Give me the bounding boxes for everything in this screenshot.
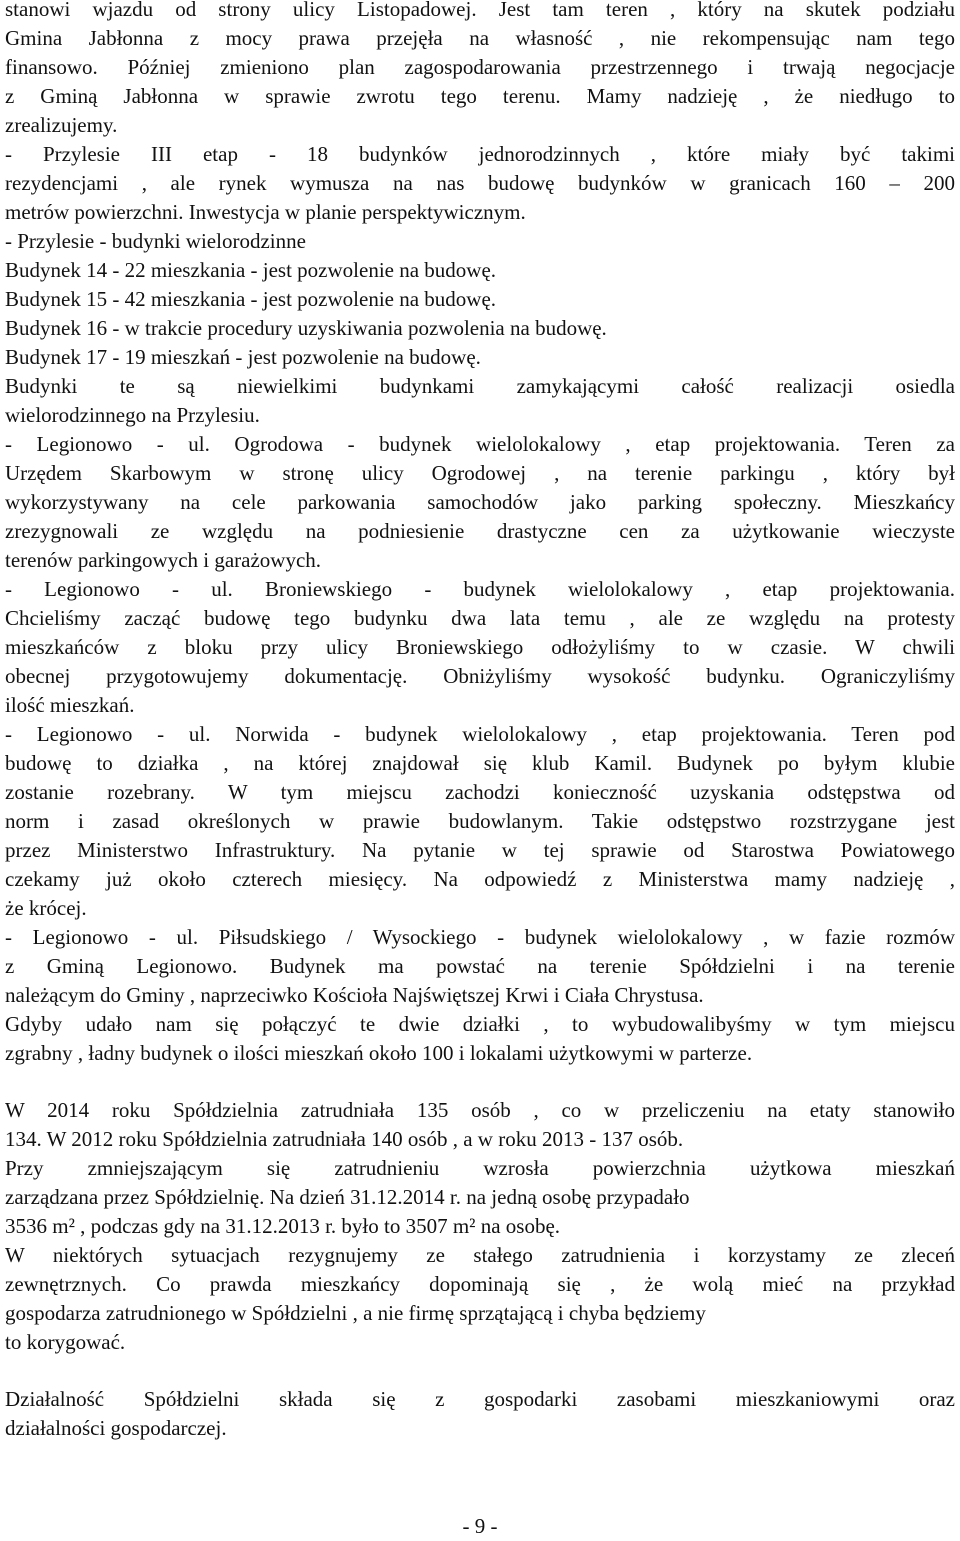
text-line: stanowi wjazdu od strony ulicy Listopadowej. Jest tam teren , który na skutek podziału xyxy=(5,0,955,21)
text-line: Chcieliśmy zacząć budowę tego budynku dwa lata temu , ale ze względu na protesty xyxy=(5,606,955,630)
text-line: należącym do Gminy , naprzeciwko Kościoła Najświętszej Krwi i Ciała Chrystusa. xyxy=(5,983,704,1007)
text-line: zarządzana przez Spółdzielnię. Na dzień 31.12.2014 r. na jedną osobę przypadało xyxy=(5,1185,690,1209)
text-line: Gdyby udało nam się połączyć te dwie działki , to wybudowalibyśmy w tym miejscu xyxy=(5,1012,955,1036)
paragraph-gap xyxy=(5,1068,955,1096)
paragraph-przylesie-iii xyxy=(5,140,955,227)
document-body xyxy=(5,0,955,1443)
text-line: Budynki te są niewielkimi budynkami zamykającymi całość realizacji osiedla xyxy=(5,374,955,398)
text-line: 3536 m² , podczas gdy na 31.12.2013 r. było to 3507 m² na osobę. xyxy=(5,1214,561,1238)
text-line: - Legionowo - ul. Broniewskiego - budynek wielolokalowy , etap projektowania. xyxy=(5,577,955,601)
text-line: W 2014 roku Spółdzielnia zatrudniała 135 osób , co w przeliczeniu na etaty stanowiło xyxy=(5,1098,955,1122)
text-line: Urzędem Skarbowym w stronę ulicy Ogrodowej , na terenie parkingu , który był xyxy=(5,461,955,485)
paragraph-activity xyxy=(5,1385,955,1443)
text-line: przez Ministerstwo Infrastruktury. Na pytanie w tej sprawie od Starostwa Powiatowego xyxy=(5,838,955,862)
text-line: obecnej przygotowujemy dokumentację. Obniżyliśmy wysokość budynku. Ograniczyliśmy xyxy=(5,664,955,688)
text-line: zewnętrznych. Co prawda mieszkańcy dopominają się , że wolą mieć na przykład xyxy=(5,1272,955,1296)
text-line: Gmina Jabłonna z mocy prawa przejęła na własność , nie rekompensując nam tego xyxy=(5,26,955,50)
list-item-building-16: Budynek 16 - w trakcie procedury uzyskiwania pozwolenia na budowę. xyxy=(5,316,607,340)
paragraph-employment xyxy=(5,1096,955,1241)
text-line: zrealizujemy. xyxy=(5,113,118,137)
text-line: metrów powierzchni. Inwestycja w planie perspektywicznym. xyxy=(5,200,526,224)
text-line: terenów parkingowych i garażowych. xyxy=(5,548,322,572)
text-line: to korygować. xyxy=(5,1330,126,1354)
text-line: budowę to działka , na której znajdował się klub Kamil. Budynek po byłym klubie xyxy=(5,751,955,775)
text-line: mieszkańców z bloku przy ulicy Broniewskiego odłożyliśmy to w czasie. W chwili xyxy=(5,635,955,659)
paragraph-broniewskiego xyxy=(5,575,955,720)
text-line: zrezygnowali ze względu na podniesienie drastyczne cen za użytkowanie wieczyste xyxy=(5,519,955,543)
list-item-building-15: Budynek 15 - 42 mieszkania - jest pozwolenie na budowę. xyxy=(5,287,497,311)
paragraph-norwida xyxy=(5,720,955,923)
text-line: wielorodzinnego na Przylesiu. xyxy=(5,403,260,427)
paragraph-pilsudskiego xyxy=(5,923,955,1068)
paragraph-outsourcing xyxy=(5,1241,955,1357)
text-line: zostanie rozebrany. W tym miejscu zachodzi konieczność uzyskania odstępstwa od xyxy=(5,780,955,804)
text-line: działalności gospodarczej. xyxy=(5,1416,227,1440)
paragraph-przylesie-multifamily xyxy=(5,227,955,430)
text-line: norm i zasad określonych w prawie budowlanym. Takie odstępstwo rozstrzygane jest xyxy=(5,809,955,833)
paragraph-ogrodowa xyxy=(5,430,955,575)
text-line: Działalność Spółdzielni składa się z gospodarki zasobami mieszkaniowymi oraz xyxy=(5,1387,955,1411)
text-line: z Gminą Jabłonna w sprawie zwrotu tego terenu. Mamy nadzieję , że niedługo to xyxy=(5,84,955,108)
page-number: - 9 - xyxy=(462,1514,498,1538)
text-line: - Przylesie - budynki wielorodzinne xyxy=(5,229,306,253)
text-line: finansowo. Później zmieniono plan zagospodarowania przestrzennego i trwają negocjacje xyxy=(5,55,955,79)
text-line: wykorzystywany na cele parkowania samochodów jako parking społeczny. Mieszkańcy xyxy=(5,490,955,514)
paragraph-gap xyxy=(5,1357,955,1385)
text-line: - Legionowo - ul. Ogrodowa - budynek wielolokalowy , etap projektowania. Teren za xyxy=(5,432,955,456)
text-line: - Legionowo - ul. Norwida - budynek wielolokalowy , etap projektowania. Teren pod xyxy=(5,722,955,746)
text-line: z Gminą Legionowo. Budynek ma powstać na terenie Spółdzielni i na terenie xyxy=(5,954,955,978)
text-line: Przy zmniejszającym się zatrudnieniu wzrosła powierzchnia użytkowa mieszkań xyxy=(5,1156,955,1180)
text-line: - Legionowo - ul. Piłsudskiego / Wysockiego - budynek wielolokalowy , w fazie rozmów xyxy=(5,925,955,949)
text-line: czekamy już około czterech miesięcy. Na odpowiedź z Ministerstwa mamy nadzieję , xyxy=(5,867,955,891)
text-line: ilość mieszkań. xyxy=(5,693,135,717)
text-line: 134. W 2012 roku Spółdzielnia zatrudniała 140 osób , a w roku 2013 - 137 osób. xyxy=(5,1127,684,1151)
text-line: - Przylesie III etap - 18 budynków jednorodzinnych , które miały być takimi xyxy=(5,142,955,166)
paragraph-jablonna-land xyxy=(5,0,955,140)
list-item-building-14: Budynek 14 - 22 mieszkania - jest pozwolenie na budowę. xyxy=(5,258,497,282)
text-line: gospodarza zatrudnionego w Spółdzielni , a nie firmę sprzątającą i chyba będziemy xyxy=(5,1301,706,1325)
text-line: zgrabny , ładny budynek o ilości mieszkań około 100 i lokalami użytkowymi w parterze. xyxy=(5,1041,753,1065)
text-line: rezydencjami , ale rynek wymusza na nas budowę budynków w granicach 160 – 200 xyxy=(5,171,955,195)
text-line: że krócej. xyxy=(5,896,87,920)
list-item-building-17: Budynek 17 - 19 mieszkań - jest pozwolenie na budowę. xyxy=(5,345,481,369)
text-line: W niektórych sytuacjach rezygnujemy ze stałego zatrudnienia i korzystamy ze zleceń xyxy=(5,1243,955,1267)
